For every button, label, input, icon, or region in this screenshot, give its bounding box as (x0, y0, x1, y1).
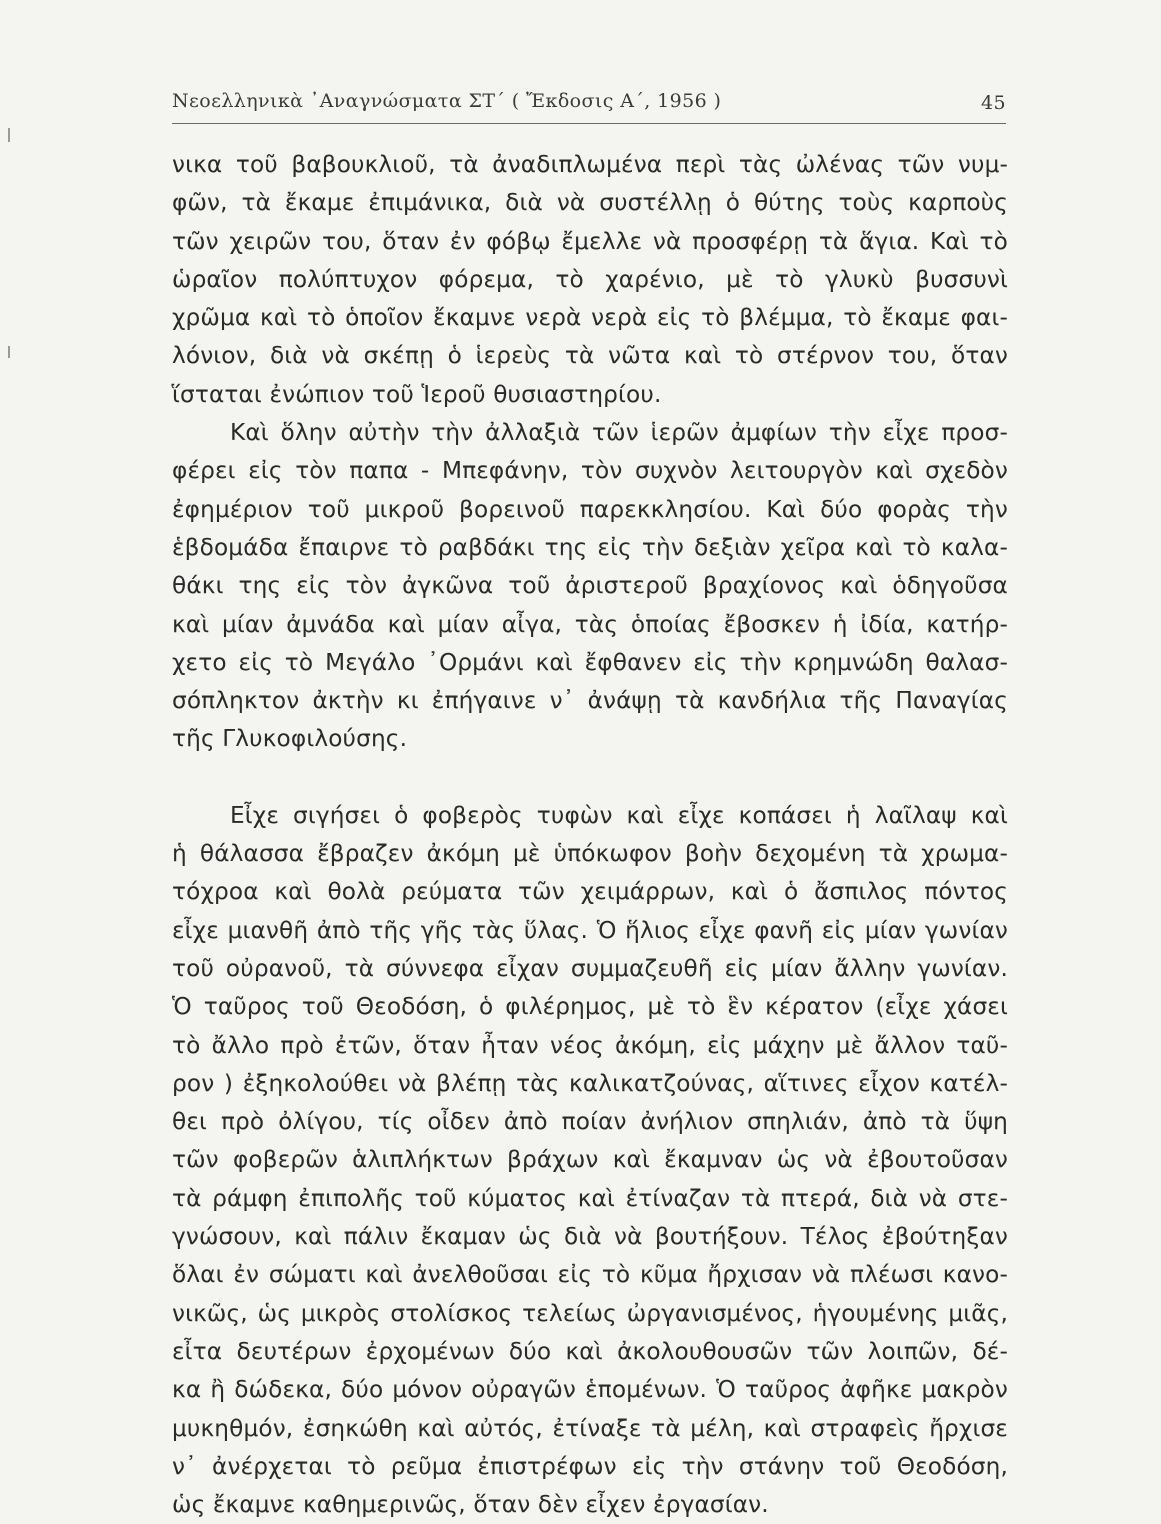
text-line: ὡς ἔκαμνε καθημερινῶς, ὅταν δὲν εἶχεν ἐργασίαν. (172, 1491, 769, 1519)
running-header (172, 84, 1006, 120)
body-text (172, 146, 1008, 1524)
text-line: ρον ) ἐξηκολούθει νὰ βλέπῃ τὰς καλικατζούνας, αἵτινες εἶχον κατέλ- (172, 1069, 1008, 1097)
text-line: ἡ θάλασσα ἔβραζεν ἀκόμη μὲ ὑπόκωφον βοὴν δεχομένη τὰ χρωμα- (172, 840, 1008, 868)
text-line: ν᾿ ἀνέρχεται τὸ ρεῦμα ἐπιστρέφων εἰς τὴν στάνην τοῦ Θεοδόση, (172, 1452, 1008, 1480)
text-line: γνώσουν, καὶ πάλιν ἔκαμαν ὡς διὰ νὰ βουτήξουν. Τέλος ἐβούτηξαν (172, 1223, 1008, 1251)
header-rule (172, 123, 1006, 124)
text-line: χετο εἰς τὸ Μεγάλο ᾿Ορμάνι καὶ ἔφθανεν εἰς τὴν κρημνώδη θαλασ- (172, 648, 1008, 676)
text-line: εἶχε μιανθῆ ἀπὸ τῆς γῆς τὰς ὕλας. Ὁ ἥλιος εἶχε φανῆ εἰς μίαν γωνίαν (172, 916, 1008, 944)
text-line: τόχροα καὶ θολὰ ρεύματα τῶν χειμάρρων, καὶ ὁ ἄσπιλος πόντος (172, 878, 1008, 906)
text-line: λόνιον, διὰ νὰ σκέπῃ ὁ ἱερεὺς τὰ νῶτα καὶ τὸ στέρνον του, ὅταν (172, 342, 1008, 370)
text-line: θάκι της εἰς τὸν ἀγκῶνα τοῦ ἀριστεροῦ βραχίονος καὶ ὁδηγοῦσα (172, 572, 1008, 600)
page-number: 45 (981, 92, 1006, 114)
text-line: Εἶχε σιγήσει ὁ φοβερὸς τυφὼν καὶ εἶχε κοπάσει ἡ λαῖλαψ καὶ (230, 801, 1008, 829)
text-line: τῆς Γλυκοφιλούσης. (172, 725, 408, 753)
text-line: Καὶ ὅλην αὐτὴν τὴν ἀλλαξιὰ τῶν ἱερῶν ἀμφίων τὴν εἶχε προσ- (230, 419, 1008, 447)
paragraph-gap (172, 759, 1008, 797)
paragraph-3 (172, 797, 1008, 1524)
text-line: εἶτα δευτέρων ἐρχομένων δύο καὶ ἀκολουθουσῶν τῶν λοιπῶν, δέ- (172, 1337, 1008, 1365)
text-line: τῶν χειρῶν του, ὅταν ἐν φόβῳ ἔμελλε νὰ προσφέρῃ τὰ ἅγια. Καὶ τὸ (172, 227, 1008, 255)
margin-mark (8, 346, 10, 358)
text-line: τοῦ οὐρανοῦ, τὰ σύννεφα εἶχαν συμμαζευθῆ εἰς μίαν ἄλλην γωνίαν. (172, 954, 1008, 982)
text-line: ἑβδομάδα ἔπαιρνε τὸ ραβδάκι της εἰς τὴν δεξιὰν χεῖρα καὶ τὸ καλα- (172, 533, 1008, 561)
text-line: χρῶμα καὶ τὸ ὁποῖον ἔκαμνε νερὰ νερὰ εἰς τὸ βλέμμα, τὸ ἔκαμε φαι- (172, 304, 1008, 332)
text-line: ὡραῖον πολύπτυχον φόρεμα, τὸ χαρένιο, μὲ τὸ γλυκὺ βυσσυνὶ (172, 265, 1008, 293)
text-line: ὅλαι ἐν σώματι καὶ ἀνελθοῦσαι εἰς τὸ κῦμα ἤρχισαν νὰ πλέωσι κανο- (172, 1261, 1008, 1289)
text-line: τῶν φοβερῶν ἁλιπλήκτων βράχων καὶ ἔκαμναν ὡς νὰ ἐβουτοῦσαν (172, 1146, 1008, 1174)
text-line: νικα τοῦ βαβουκλιοῦ, τὰ ἀναδιπλωμένα περὶ τὰς ὠλένας τῶν νυμ- (172, 151, 1008, 178)
text-line: φῶν, τὰ ἔκαμε ἐπιμάνικα, διὰ νὰ συστέλλῃ ὁ θύτης τοὺς καρποὺς (172, 189, 1008, 217)
text-line: σόπληκτον ἀκτὴν κι ἐπήγαινε ν᾿ ἀνάψῃ τὰ κανδήλια τῆς Παναγίας (172, 687, 1008, 715)
paragraph-2 (172, 414, 1008, 759)
text-line: τὸ ἄλλο πρὸ ἐτῶν, ὅταν ἦταν νέος ἀκόμη, εἰς μάχην μὲ ἄλλον ταῦ- (172, 1031, 1008, 1059)
header-title: Νεοελληνικὰ ᾿Αναγνώσματα ΣΤ΄ ( Ἔκδοσις Α΄, 1956 ) (172, 90, 722, 112)
text-line: θει πρὸ ὀλίγου, τίς οἶδεν ἀπὸ ποίαν ἀνήλιον σπηλιάν, ἀπὸ τὰ ὕψη (172, 1108, 1008, 1136)
text-line: κα ἢ δώδεκα, δύο μόνον οὐραγῶν ἑπομένων. Ὁ ταῦρος ἀφῆκε μακρὸν (172, 1376, 1008, 1404)
margin-mark (8, 128, 10, 142)
text-line: Ὁ ταῦρος τοῦ Θεοδόση, ὁ φιλέρημος, μὲ τὸ ἓν κέρατον (εἶχε χάσει (172, 993, 1008, 1021)
text-line: ἐφημέριον τοῦ μικροῦ βορεινοῦ παρεκκλησίου. Καὶ δύο φορὰς τὴν (172, 495, 1008, 523)
paragraph-1 (172, 146, 1008, 414)
text-line: ἵσταται ἐνώπιον τοῦ Ἱεροῦ θυσιαστηρίου. (172, 380, 662, 408)
text-line: μυκηθμόν, ἐσηκώθη καὶ αὐτός, ἐτίναξε τὰ μέλη, καὶ στραφεὶς ἤρχισε (172, 1414, 1008, 1442)
text-line: νικῶς, ὡς μικρὸς στολίσκος τελείως ὠργανισμένος, ἡγουμένης μιᾶς, (172, 1299, 1008, 1327)
text-line: φέρει εἰς τὸν παπα - Μπεφάνην, τὸν συχνὸν λειτουργὸν καὶ σχεδὸν (172, 457, 1008, 485)
text-line: τὰ ράμφη ἐπιπολῆς τοῦ κύματος καὶ ἐτίναζαν τὰ πτερά, διὰ νὰ στε- (172, 1184, 1008, 1212)
text-line: καὶ μίαν ἀμνάδα καὶ μίαν αἶγα, τὰς ὁποίας ἔβοσκεν ἡ ἰδία, κατήρ- (172, 610, 1008, 638)
